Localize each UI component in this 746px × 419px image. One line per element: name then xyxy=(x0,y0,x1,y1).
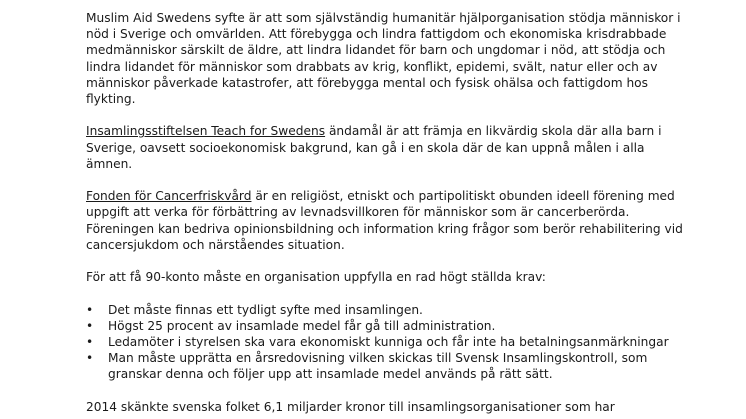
paragraph-90-konto-intro: För att få 90-konto måste en organisation uppfylla en rad högt ställda krav: xyxy=(86,270,546,285)
paragraph-muslim-aid: Muslim Aid Swedens syfte är att som självständig humanitär hjälporganisation stödja människor i nöd i Sverige och omvärlden. Att förebygga och lindra fattigdom och ekonomiska krisdrabbade medmänniskor särskilt de äldre, att lindra lidandet för barn och ungdomar i nöd, att stödja och lindra lidandet för människor som drabbats av krig, konflikt, epidemi, svält, natur eller och av människor påverkade katastrofer, att förebygga mental och fysisk ohälsa och fattigdom hos flykting. xyxy=(86,11,681,107)
paragraph-cancerfriskvard xyxy=(86,188,686,253)
bullet-icon: • xyxy=(86,318,94,333)
paragraph-teach-for-sweden xyxy=(86,123,686,172)
cancerfriskvard-text: är en religiöst, etniskt och partipolitiskt obunden ideell förening med uppgift att verka för förbättring av levnadsvillkoren för människor som är cancerberörda. Föreningen kan bedriva opinionsbildning och information kring frågor som berör rehabilitering vid cancersjukdom och närståendes situation. xyxy=(86,189,683,252)
cancerfriskvard-link[interactable]: Fonden för Cancerfriskvård xyxy=(86,189,252,204)
list-item: • Ledamöter i styrelsen ska vara ekonomiskt kunniga och får inte ha betalningsanmärkningar xyxy=(86,335,669,349)
bullet-icon: • xyxy=(86,335,94,349)
teach-for-sweden-link[interactable]: Insamlingsstiftelsen Teach for Swedens xyxy=(86,124,326,139)
document-body xyxy=(86,10,686,419)
bullet-icon: • xyxy=(86,351,94,366)
list-item: • Det måste finnas ett tydligt syfte med insamlingen. xyxy=(86,302,423,317)
list-item: • Högst 25 procent av insamlade medel får gå till administration. xyxy=(86,318,496,333)
list-item: • Man måste upprätta en årsredovisning vilken skickas till Svensk Insamlingskontroll, som granskar denna och följer upp att insamlade medel används på rätt sätt. xyxy=(86,351,648,382)
teach-for-sweden-text: ändamål är att främja en likvärdig skola där alla barn i Sverige, oavsett socioekonomisk bakgrund, kan gå i en skola där de kan uppnå målen i alla ämnen. xyxy=(86,124,662,171)
requirements-list xyxy=(86,302,686,383)
paragraph-2014-donations: 2014 skänkte svenska folket 6,1 miljarder kronor till insamlingsorganisationer som har xyxy=(86,399,615,414)
bullet-icon: • xyxy=(86,302,94,317)
